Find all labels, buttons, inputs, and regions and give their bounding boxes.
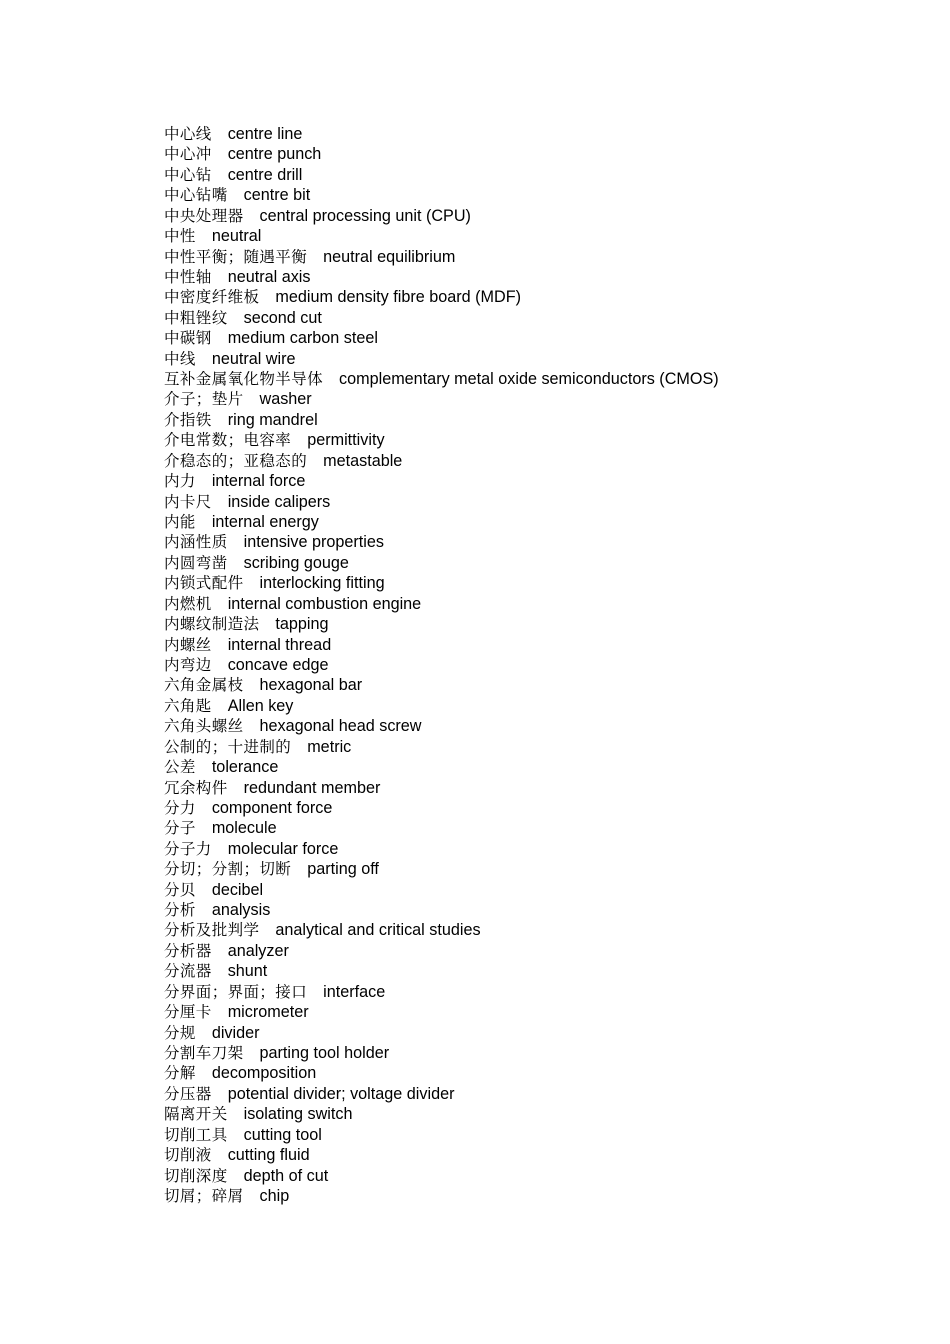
glossary-entry [164, 982, 719, 1002]
chinese-term: 中粗锉纹 [164, 308, 228, 327]
chinese-term: 中心冲 [164, 145, 212, 164]
glossary-entry [164, 1002, 719, 1022]
glossary-entry [164, 778, 719, 798]
chinese-term: 切削工具 [164, 1125, 228, 1144]
chinese-term: 隔离开关 [164, 1105, 228, 1124]
chinese-term: 中心线 [164, 125, 212, 143]
chinese-term: 中性 [164, 227, 196, 246]
chinese-term: 内能 [164, 513, 196, 532]
english-term: neutral [211, 227, 262, 246]
chinese-term: 分析 [164, 901, 196, 920]
chinese-term: 冗余构件 [164, 778, 228, 797]
english-term: isolating switch [243, 1105, 353, 1124]
chinese-term: 分力 [164, 798, 196, 817]
glossary-entry [164, 532, 719, 552]
chinese-term: 内卡尺 [164, 492, 212, 511]
glossary-entry [164, 961, 719, 981]
english-term: interlocking fitting [259, 574, 385, 593]
english-term: internal energy [211, 513, 319, 532]
glossary-entry [164, 430, 719, 450]
glossary-list [164, 124, 719, 1206]
english-term: concave edge [227, 655, 329, 674]
chinese-term: 中心钻嘴 [164, 186, 228, 205]
chinese-term: 切削深度 [164, 1166, 228, 1185]
english-term: neutral wire [211, 349, 296, 368]
glossary-entry [164, 880, 719, 900]
english-term: redundant member [243, 778, 381, 797]
glossary-entry [164, 1023, 719, 1043]
glossary-entry [164, 818, 719, 838]
glossary-entry [164, 247, 719, 267]
english-term: chip [259, 1186, 290, 1205]
chinese-term: 中密度纤维板 [164, 288, 260, 307]
glossary-entry [164, 1104, 719, 1124]
chinese-term: 分析及批判学 [164, 921, 260, 940]
english-term: interface [323, 982, 386, 1001]
chinese-term: 分析器 [164, 941, 212, 960]
english-term: neutral equilibrium [323, 247, 456, 266]
chinese-term: 六角头螺丝 [164, 717, 244, 736]
english-term: divider [211, 1023, 260, 1042]
chinese-term: 切屑；碎屑 [164, 1186, 244, 1205]
chinese-term: 介指铁 [164, 410, 212, 429]
glossary-entry [164, 1145, 719, 1165]
chinese-term: 分解 [164, 1064, 196, 1083]
glossary-entry [164, 594, 719, 614]
glossary-entry [164, 185, 719, 205]
chinese-term: 分压器 [164, 1084, 212, 1103]
chinese-term: 介子；垫片 [164, 390, 244, 409]
chinese-term: 分子力 [164, 839, 212, 858]
chinese-term: 分流器 [164, 962, 212, 981]
chinese-term: 六角匙 [164, 696, 212, 715]
english-term: centre drill [227, 165, 303, 184]
english-term: analyzer [227, 941, 289, 960]
glossary-entry [164, 737, 719, 757]
glossary-entry [164, 389, 719, 409]
glossary-entry [164, 900, 719, 920]
english-term: Allen key [227, 696, 294, 715]
chinese-term: 切削液 [164, 1146, 212, 1165]
glossary-entry [164, 696, 719, 716]
chinese-term: 分规 [164, 1023, 196, 1042]
english-term: permittivity [307, 431, 385, 450]
english-term: tolerance [211, 758, 279, 777]
english-term: centre bit [243, 186, 311, 205]
english-term: internal combustion engine [227, 594, 422, 613]
english-term: internal thread [227, 635, 332, 654]
glossary-entry [164, 226, 719, 246]
glossary-entry [164, 267, 719, 287]
glossary-entry [164, 920, 719, 940]
english-term: metastable [323, 451, 403, 470]
english-term: cutting tool [243, 1125, 322, 1144]
chinese-term: 公差 [164, 758, 196, 777]
glossary-entry [164, 757, 719, 777]
glossary-entry [164, 655, 719, 675]
glossary-entry [164, 206, 719, 226]
english-term: component force [211, 798, 333, 817]
chinese-term: 分切；分割；切断 [164, 860, 292, 879]
glossary-entry [164, 573, 719, 593]
chinese-term: 中央处理器 [164, 206, 244, 225]
chinese-term: 互补金属氧化物半导体 [164, 370, 324, 389]
glossary-entry [164, 471, 719, 491]
chinese-term: 中性轴 [164, 267, 212, 286]
english-term: analytical and critical studies [275, 921, 481, 940]
glossary-entry [164, 369, 719, 389]
english-term: second cut [243, 308, 322, 327]
chinese-term: 介稳态的；亚稳态的 [164, 451, 308, 470]
english-term: cutting fluid [227, 1146, 310, 1165]
english-term: intensive properties [243, 533, 384, 552]
chinese-term: 介电常数；电容率 [164, 431, 292, 450]
english-term: potential divider; voltage divider [227, 1084, 455, 1103]
english-term: hexagonal bar [259, 676, 363, 695]
glossary-entry [164, 124, 719, 144]
english-term: tapping [275, 615, 329, 634]
chinese-term: 内螺丝 [164, 635, 212, 654]
english-term: complementary metal oxide semiconductors (CMOS) [339, 370, 719, 389]
chinese-term: 内涵性质 [164, 533, 228, 552]
english-term: metric [307, 737, 352, 756]
chinese-term: 中碳钢 [164, 329, 212, 348]
chinese-term: 中线 [164, 349, 196, 368]
english-term: molecular force [227, 839, 339, 858]
english-term: parting off [307, 860, 379, 879]
chinese-term: 分贝 [164, 880, 196, 899]
glossary-entry [164, 287, 719, 307]
glossary-entry [164, 144, 719, 164]
glossary-entry [164, 716, 719, 736]
chinese-term: 中性平衡；随遇平衡 [164, 247, 308, 266]
glossary-entry [164, 798, 719, 818]
chinese-term: 内锁式配件 [164, 574, 244, 593]
glossary-entry [164, 553, 719, 573]
english-term: depth of cut [243, 1166, 329, 1185]
chinese-term: 内圆弯凿 [164, 553, 228, 572]
glossary-entry [164, 859, 719, 879]
english-term: analysis [211, 901, 271, 920]
english-term: inside calipers [227, 492, 331, 511]
english-term: neutral axis [227, 267, 311, 286]
glossary-entry [164, 1043, 719, 1063]
glossary-entry [164, 328, 719, 348]
english-term: shunt [227, 962, 268, 981]
glossary-entry [164, 451, 719, 471]
chinese-term: 中心钻 [164, 165, 212, 184]
chinese-term: 分割车刀架 [164, 1043, 244, 1062]
glossary-entry [164, 1125, 719, 1145]
chinese-term: 内力 [164, 472, 196, 491]
english-term: hexagonal head screw [259, 717, 422, 736]
glossary-entry [164, 1186, 719, 1206]
glossary-entry [164, 1063, 719, 1083]
english-term: medium carbon steel [227, 329, 378, 348]
english-term: ring mandrel [227, 410, 318, 429]
chinese-term: 分界面；界面；接口 [164, 982, 308, 1001]
english-term: molecule [211, 819, 277, 838]
glossary-entry [164, 1166, 719, 1186]
glossary-entry [164, 614, 719, 634]
english-term: internal force [211, 472, 306, 491]
glossary-entry [164, 512, 719, 532]
glossary-entry [164, 941, 719, 961]
glossary-entry [164, 165, 719, 185]
glossary-entry [164, 349, 719, 369]
glossary-entry [164, 675, 719, 695]
english-term: decomposition [211, 1064, 317, 1083]
chinese-term: 内燃机 [164, 594, 212, 613]
chinese-term: 分厘卡 [164, 1003, 212, 1022]
english-term: centre punch [227, 145, 322, 164]
glossary-entry [164, 308, 719, 328]
english-term: micrometer [227, 1003, 309, 1022]
english-term: medium density fibre board (MDF) [275, 288, 521, 307]
chinese-term: 内弯边 [164, 655, 212, 674]
english-term: central processing unit (CPU) [259, 206, 471, 225]
english-term: decibel [211, 880, 264, 899]
glossary-entry [164, 839, 719, 859]
chinese-term: 公制的；十进制的 [164, 737, 292, 756]
english-term: washer [259, 390, 312, 409]
glossary-entry [164, 492, 719, 512]
glossary-entry [164, 1084, 719, 1104]
english-term: parting tool holder [259, 1043, 390, 1062]
chinese-term: 内螺纹制造法 [164, 615, 260, 634]
glossary-entry [164, 635, 719, 655]
english-term: scribing gouge [243, 553, 349, 572]
chinese-term: 六角金属枝 [164, 676, 244, 695]
english-term: centre line [227, 125, 303, 143]
glossary-entry [164, 410, 719, 430]
chinese-term: 分子 [164, 819, 196, 838]
